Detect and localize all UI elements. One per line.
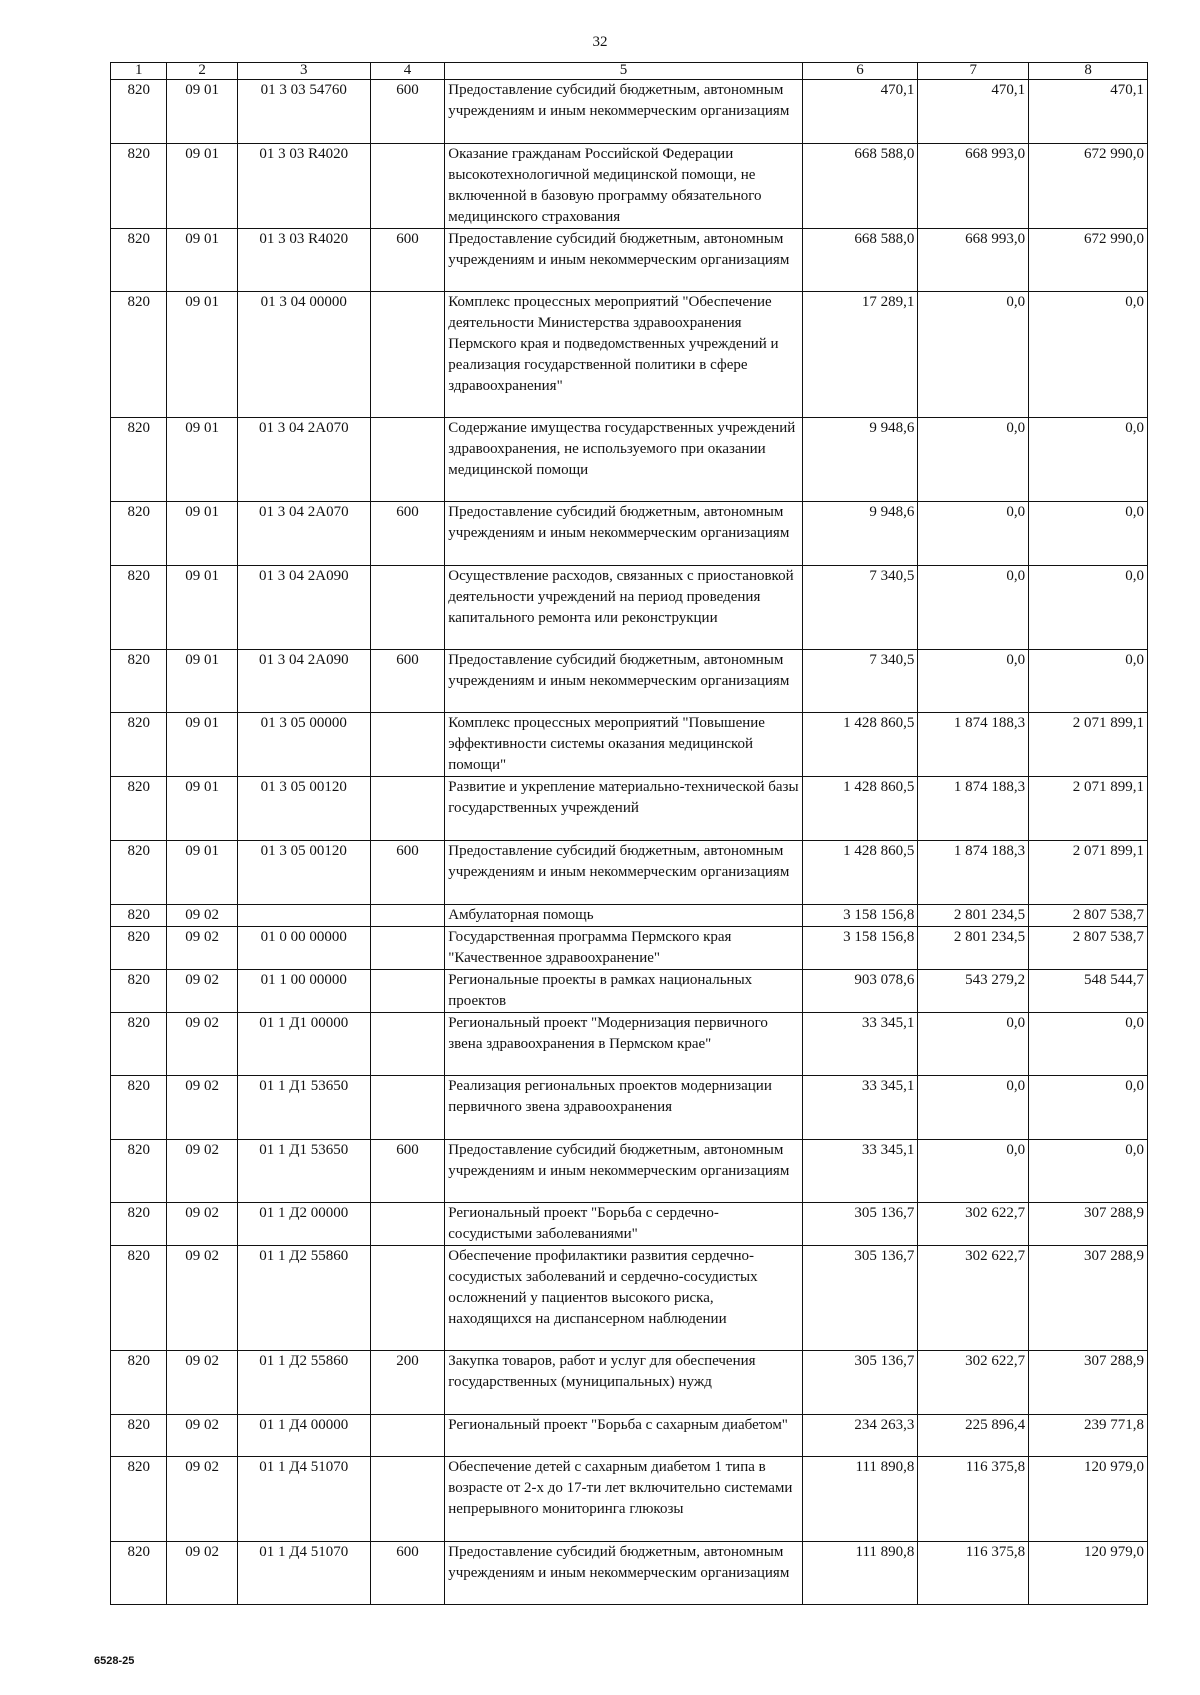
cell-target-article [237,905,370,927]
cell-description: Предоставление субсидий бюджетным, автономным учреждениям и иным некоммерческим организациям [445,502,802,566]
cell-description: Закупка товаров, работ и услуг для обеспечения государственных (муниципальных) нужд [445,1351,802,1415]
cell-description: Обеспечение профилактики развития сердечно-сосудистых заболеваний и сердечно-сосудистых осложнений у пациентов высокого риска, находящихся на диспансерном наблюдении [445,1246,802,1351]
cell-amount-col8: 0,0 [1029,1076,1148,1140]
cell-amount-col7: 116 375,8 [918,1542,1029,1605]
cell-amount-col8: 307 288,9 [1029,1203,1148,1246]
budget-table [110,62,1148,1605]
cell-section: 09 01 [167,418,237,502]
table-row [111,927,1148,970]
cell-target-article: 01 1 Д2 55860 [237,1246,370,1351]
cell-section: 09 02 [167,1013,237,1076]
cell-amount-col6: 1 428 860,5 [802,777,918,841]
cell-target-article: 01 1 Д4 00000 [237,1415,370,1457]
cell-kbk-admin: 820 [111,418,167,502]
cell-expense-type [370,1076,445,1140]
table-row [111,1246,1148,1351]
cell-section: 09 02 [167,1351,237,1415]
cell-amount-col6: 9 948,6 [802,502,918,566]
cell-section: 09 02 [167,1457,237,1542]
cell-expense-type [370,1415,445,1457]
cell-target-article: 01 3 03 R4020 [237,144,370,229]
cell-amount-col6: 234 263,3 [802,1415,918,1457]
cell-amount-col6: 7 340,5 [802,566,918,650]
cell-target-article: 01 3 04 2А070 [237,418,370,502]
cell-amount-col8: 0,0 [1029,1013,1148,1076]
cell-amount-col8: 0,0 [1029,418,1148,502]
table-row [111,905,1148,927]
cell-section: 09 01 [167,566,237,650]
cell-amount-col8: 120 979,0 [1029,1542,1148,1605]
cell-amount-col7: 1 874 188,3 [918,841,1029,905]
cell-amount-col7: 0,0 [918,502,1029,566]
cell-description: Амбулаторная помощь [445,905,802,927]
cell-amount-col7: 225 896,4 [918,1415,1029,1457]
table-row [111,777,1148,841]
cell-target-article: 01 0 00 00000 [237,927,370,970]
cell-target-article: 01 3 05 00000 [237,713,370,777]
cell-kbk-admin: 820 [111,229,167,292]
cell-kbk-admin: 820 [111,777,167,841]
cell-target-article: 01 3 03 54760 [237,80,370,144]
table-row [111,80,1148,144]
cell-amount-col8: 0,0 [1029,650,1148,713]
cell-amount-col6: 33 345,1 [802,1013,918,1076]
cell-amount-col6: 33 345,1 [802,1076,918,1140]
cell-expense-type: 600 [370,841,445,905]
cell-expense-type [370,566,445,650]
cell-amount-col8: 2 807 538,7 [1029,927,1148,970]
cell-target-article: 01 1 Д4 51070 [237,1457,370,1542]
cell-description: Предоставление субсидий бюджетным, автономным учреждениям и иным некоммерческим организациям [445,229,802,292]
cell-description: Предоставление субсидий бюджетным, автономным учреждениям и иным некоммерческим организациям [445,650,802,713]
cell-section: 09 01 [167,292,237,418]
cell-target-article: 01 3 04 2А090 [237,650,370,713]
cell-amount-col6: 1 428 860,5 [802,713,918,777]
cell-section: 09 02 [167,1203,237,1246]
cell-amount-col7: 1 874 188,3 [918,713,1029,777]
cell-amount-col6: 305 136,7 [802,1203,918,1246]
cell-description: Реализация региональных проектов модернизации первичного звена здравоохранения [445,1076,802,1140]
cell-amount-col8: 120 979,0 [1029,1457,1148,1542]
cell-amount-col8: 672 990,0 [1029,229,1148,292]
table-row [111,841,1148,905]
cell-amount-col7: 116 375,8 [918,1457,1029,1542]
cell-amount-col6: 3 158 156,8 [802,927,918,970]
column-header-7: 7 [918,63,1029,80]
table-row [111,1351,1148,1415]
cell-section: 09 01 [167,229,237,292]
cell-section: 09 01 [167,650,237,713]
cell-amount-col6: 1 428 860,5 [802,841,918,905]
cell-target-article: 01 1 Д2 00000 [237,1203,370,1246]
cell-amount-col7: 668 993,0 [918,229,1029,292]
table-row [111,144,1148,229]
cell-amount-col6: 33 345,1 [802,1140,918,1203]
cell-expense-type [370,927,445,970]
cell-amount-col8: 307 288,9 [1029,1351,1148,1415]
cell-amount-col6: 9 948,6 [802,418,918,502]
table-row [111,418,1148,502]
cell-amount-col6: 111 890,8 [802,1542,918,1605]
cell-section: 09 01 [167,841,237,905]
cell-section: 09 02 [167,905,237,927]
cell-expense-type [370,777,445,841]
table-row [111,1457,1148,1542]
cell-description: Региональный проект "Модернизация первичного звена здравоохранения в Пермском крае" [445,1013,802,1076]
cell-expense-type: 600 [370,1140,445,1203]
table-row [111,1203,1148,1246]
cell-amount-col7: 0,0 [918,418,1029,502]
cell-section: 09 01 [167,713,237,777]
cell-description: Комплекс процессных мероприятий "Обеспечение деятельности Министерства здравоохранения Пермского края и подведомственных учреждений и реализация государственной политики в сфере здравоохранения" [445,292,802,418]
cell-amount-col8: 2 071 899,1 [1029,841,1148,905]
cell-expense-type: 600 [370,80,445,144]
cell-kbk-admin: 820 [111,566,167,650]
column-header-4: 4 [370,63,445,80]
cell-amount-col6: 305 136,7 [802,1351,918,1415]
cell-section: 09 02 [167,1140,237,1203]
cell-amount-col8: 548 544,7 [1029,970,1148,1013]
cell-target-article: 01 1 Д1 53650 [237,1140,370,1203]
cell-description: Предоставление субсидий бюджетным, автономным учреждениям и иным некоммерческим организациям [445,1542,802,1605]
table-row [111,970,1148,1013]
table-body [111,80,1148,1605]
table-row [111,1076,1148,1140]
cell-expense-type: 600 [370,1542,445,1605]
cell-kbk-admin: 820 [111,1542,167,1605]
cell-amount-col8: 0,0 [1029,1140,1148,1203]
cell-kbk-admin: 820 [111,1013,167,1076]
cell-expense-type [370,713,445,777]
cell-amount-col6: 111 890,8 [802,1457,918,1542]
column-header-1: 1 [111,63,167,80]
cell-amount-col8: 2 071 899,1 [1029,777,1148,841]
cell-target-article: 01 3 05 00120 [237,841,370,905]
cell-description: Развитие и укрепление материально-технической базы государственных учреждений [445,777,802,841]
cell-amount-col7: 0,0 [918,1140,1029,1203]
cell-amount-col7: 302 622,7 [918,1246,1029,1351]
cell-kbk-admin: 820 [111,1246,167,1351]
cell-kbk-admin: 820 [111,1076,167,1140]
cell-description: Содержание имущества государственных учреждений здравоохранения, не используемого при оказании медицинской помощи [445,418,802,502]
cell-description: Предоставление субсидий бюджетным, автономным учреждениям и иным некоммерческим организациям [445,80,802,144]
cell-amount-col7: 0,0 [918,1076,1029,1140]
cell-description: Региональный проект "Борьба с сердечно-сосудистыми заболеваниями" [445,1203,802,1246]
cell-expense-type [370,1013,445,1076]
cell-expense-type [370,1457,445,1542]
cell-amount-col6: 903 078,6 [802,970,918,1013]
cell-target-article: 01 1 Д2 55860 [237,1351,370,1415]
cell-description: Региональный проект "Борьба с сахарным диабетом" [445,1415,802,1457]
cell-target-article: 01 1 00 00000 [237,970,370,1013]
cell-amount-col7: 0,0 [918,292,1029,418]
column-header-5: 5 [445,63,802,80]
cell-target-article: 01 3 04 2А070 [237,502,370,566]
page-number: 32 [592,34,608,50]
cell-kbk-admin: 820 [111,1415,167,1457]
cell-amount-col7: 0,0 [918,650,1029,713]
cell-amount-col8: 0,0 [1029,292,1148,418]
cell-section: 09 01 [167,80,237,144]
cell-expense-type [370,292,445,418]
cell-expense-type: 600 [370,502,445,566]
cell-expense-type [370,970,445,1013]
cell-amount-col6: 17 289,1 [802,292,918,418]
cell-description: Комплекс процессных мероприятий "Повышение эффективности системы оказания медицинской помощи" [445,713,802,777]
cell-expense-type: 600 [370,650,445,713]
cell-amount-col8: 2 807 538,7 [1029,905,1148,927]
cell-kbk-admin: 820 [111,650,167,713]
cell-description: Государственная программа Пермского края "Качественное здравоохранение" [445,927,802,970]
cell-section: 09 01 [167,777,237,841]
cell-amount-col6: 7 340,5 [802,650,918,713]
column-header-2: 2 [167,63,237,80]
table-row [111,229,1148,292]
cell-amount-col8: 470,1 [1029,80,1148,144]
cell-amount-col7: 668 993,0 [918,144,1029,229]
cell-kbk-admin: 820 [111,292,167,418]
cell-kbk-admin: 820 [111,927,167,970]
cell-kbk-admin: 820 [111,905,167,927]
cell-amount-col7: 0,0 [918,566,1029,650]
cell-target-article: 01 1 Д1 53650 [237,1076,370,1140]
cell-kbk-admin: 820 [111,1140,167,1203]
cell-amount-col6: 668 588,0 [802,144,918,229]
cell-target-article: 01 1 Д4 51070 [237,1542,370,1605]
cell-amount-col6: 668 588,0 [802,229,918,292]
cell-target-article: 01 3 04 00000 [237,292,370,418]
cell-section: 09 01 [167,502,237,566]
cell-amount-col6: 470,1 [802,80,918,144]
cell-amount-col8: 307 288,9 [1029,1246,1148,1351]
cell-amount-col8: 2 071 899,1 [1029,713,1148,777]
table-row [111,1542,1148,1605]
cell-amount-col7: 1 874 188,3 [918,777,1029,841]
cell-kbk-admin: 820 [111,1203,167,1246]
cell-amount-col8: 0,0 [1029,502,1148,566]
table-row [111,713,1148,777]
cell-amount-col8: 0,0 [1029,566,1148,650]
cell-target-article: 01 3 05 00120 [237,777,370,841]
cell-amount-col8: 239 771,8 [1029,1415,1148,1457]
cell-section: 09 02 [167,927,237,970]
column-header-8: 8 [1029,63,1148,80]
cell-amount-col7: 302 622,7 [918,1351,1029,1415]
cell-target-article: 01 3 04 2А090 [237,566,370,650]
cell-amount-col7: 470,1 [918,80,1029,144]
table-row [111,502,1148,566]
cell-description: Региональные проекты в рамках национальных проектов [445,970,802,1013]
cell-kbk-admin: 820 [111,970,167,1013]
cell-kbk-admin: 820 [111,841,167,905]
cell-section: 09 02 [167,970,237,1013]
cell-section: 09 02 [167,1246,237,1351]
cell-kbk-admin: 820 [111,713,167,777]
cell-description: Предоставление субсидий бюджетным, автономным учреждениям и иным некоммерческим организациям [445,1140,802,1203]
cell-expense-type [370,418,445,502]
table-row [111,1013,1148,1076]
cell-kbk-admin: 820 [111,80,167,144]
table-row [111,292,1148,418]
column-header-3: 3 [237,63,370,80]
cell-kbk-admin: 820 [111,1351,167,1415]
footer-code: 6528-25 [94,1655,135,1667]
cell-amount-col7: 0,0 [918,1013,1029,1076]
cell-section: 09 02 [167,1076,237,1140]
cell-target-article: 01 1 Д1 00000 [237,1013,370,1076]
cell-amount-col6: 305 136,7 [802,1246,918,1351]
column-header-6: 6 [802,63,918,80]
cell-expense-type [370,1203,445,1246]
cell-kbk-admin: 820 [111,144,167,229]
table-row [111,650,1148,713]
cell-description: Осуществление расходов, связанных с приостановкой деятельности учреждений на период проведения капитального ремонта или реконструкции [445,566,802,650]
cell-section: 09 01 [167,144,237,229]
cell-description: Оказание гражданам Российской Федерации высокотехнологичной медицинской помощи, не включенной в базовую программу обязательного медицинского страхования [445,144,802,229]
table-row [111,1140,1148,1203]
cell-description: Обеспечение детей с сахарным диабетом 1 типа в возрасте от 2-х до 17-ти лет включительно системами непрерывного мониторинга глюкозы [445,1457,802,1542]
cell-expense-type [370,1246,445,1351]
cell-kbk-admin: 820 [111,1457,167,1542]
cell-expense-type: 200 [370,1351,445,1415]
cell-section: 09 02 [167,1542,237,1605]
cell-amount-col6: 3 158 156,8 [802,905,918,927]
cell-expense-type [370,905,445,927]
cell-amount-col7: 2 801 234,5 [918,927,1029,970]
table-row [111,1415,1148,1457]
cell-description: Предоставление субсидий бюджетным, автономным учреждениям и иным некоммерческим организациям [445,841,802,905]
cell-target-article: 01 3 03 R4020 [237,229,370,292]
cell-amount-col7: 543 279,2 [918,970,1029,1013]
header-row [111,63,1148,80]
cell-amount-col7: 2 801 234,5 [918,905,1029,927]
cell-expense-type [370,144,445,229]
table-row [111,566,1148,650]
cell-amount-col8: 672 990,0 [1029,144,1148,229]
cell-amount-col7: 302 622,7 [918,1203,1029,1246]
cell-section: 09 02 [167,1415,237,1457]
cell-expense-type: 600 [370,229,445,292]
cell-kbk-admin: 820 [111,502,167,566]
